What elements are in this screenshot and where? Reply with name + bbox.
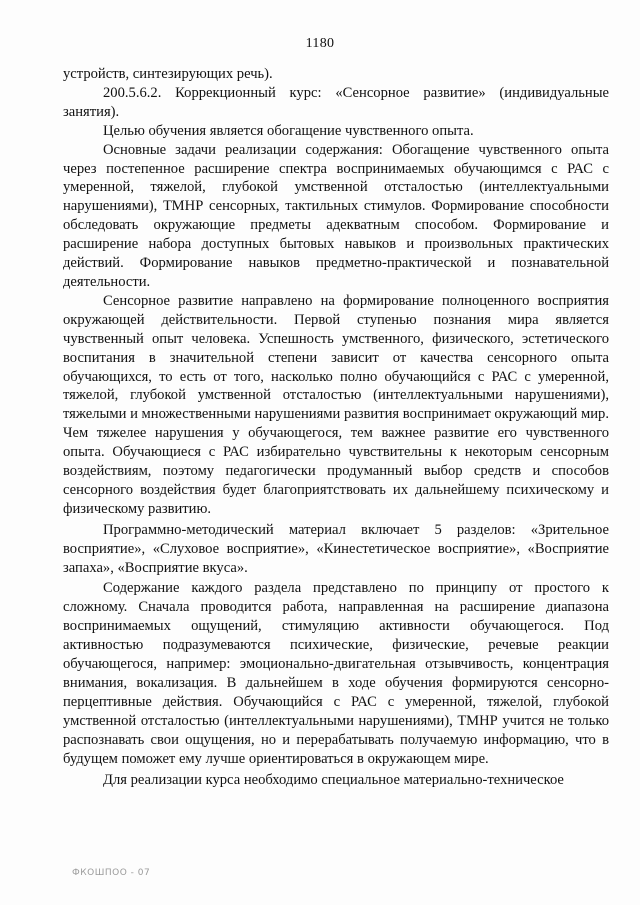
paragraph-tasks: Основные задачи реализации содержания: Обогащение чувственного опыта через постепенное расширение спектра воспринимаемых обучающимся с РАС с умеренной, тяжелой, глубокой умственной отсталостью (интеллектуальными нарушениями), ТМНР сенсорных, тактильных стимулов. Формирование способности обследовать окружающие предметы адекватным способом. Формирование и расширение набора доступных бытовых навыков и произвольных практических действий. Формирование навыков предметно-практической и познавательной деятельности.	[63, 141, 609, 290]
section-heading-paragraph: 200.5.6.2. Коррекционный курс: «Сенсорное развитие» (индивидуальные занятия).	[63, 84, 609, 120]
footer-stamp: ФКОШПОО - 07	[72, 868, 151, 878]
page-number: 1180	[305, 36, 335, 51]
paragraph-continuation: устройств, синтезирующих речь).	[63, 66, 273, 82]
paragraph-section-content: Содержание каждого раздела представлено по принципу от простого к сложному. Сначала проводится работа, направленная на расширение диапазона воспринимаемых ощущений, стимуляцию активности обучающегося. Под активностью подразумеваются психические, физические, речевые реакции обучающегося, например: эмоционально-двигательная отзывчивость, концентрация внимания, вокализация. В дальнейшем в ходе обучения формируются сенсорно-перцептивные действия. Обучающийся с РАС с умеренной, тяжелой, глубокой умственной отсталостью (интеллектуальными нарушениями), ТМНР учится не только распознавать свои ощущения, но и перерабатывать получаемую информацию, что в будущем поможет ему лучше ориентироваться в окружающем мире.	[63, 580, 609, 767]
paragraph-goal: Целью обучения является обогащение чувственного опыта.	[103, 122, 474, 139]
document-body	[63, 65, 609, 789]
paragraph-sensory-development: Сенсорное развитие направлено на формирование полноценного восприятия окружающей действительности. Первой ступенью познания мира является чувственный опыт человека. Успешность умственного, физического, эстетического воспитания в значительной степени зависит от качества сенсорного опыта обучающихся, то есть от того, насколько полно обучающийся с РАС с умеренной, тяжелой, глубокой умственной отсталостью (интеллектуальными нарушениями), тяжелыми и множественными нарушениями развития воспринимает окружающий мир. Чем тяжелее нарушения у обучающегося, тем важнее развитие его чувственного опыта. Обучающиеся с РАС избирательно чувствительны к некоторым сенсорным воздействиям, поэтому педагогически продуманный выбор средств и способов сенсорного воздействия будет благоприятствовать их дальнейшему психическому и физическому развитию.	[63, 292, 609, 517]
paragraph-course-requirements: Для реализации курса необходимо специальное материально-техническое	[103, 771, 564, 788]
paragraph-program-sections: Программно-методический материал включает 5 разделов: «Зрительное восприятие», «Слуховое восприятие», «Кинестетическое восприятие», «Восприятие запаха», «Восприятие вкуса».	[63, 521, 609, 576]
